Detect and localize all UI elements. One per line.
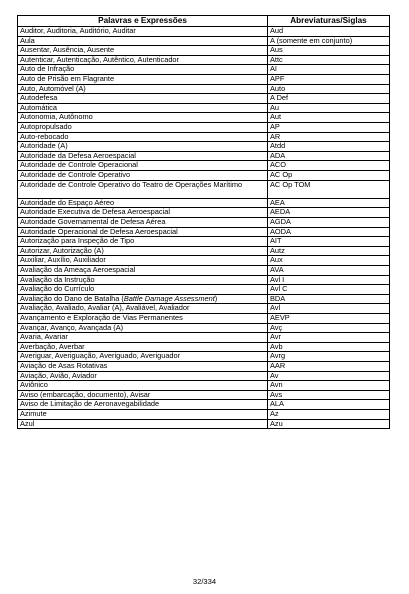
abbreviation-cell: A Def [268,94,390,104]
term-cell: Automática [18,103,268,113]
table-row [18,333,390,343]
term-cell: Averiguar, Averiguação, Averiguado, Averiguador [18,352,268,362]
abbreviation-cell: AAR [268,361,390,371]
table-row [18,275,390,285]
term-cell: Autoridade Executiva de Defesa Aeroespacial [18,208,268,218]
abbreviation-cell: Atdd [268,142,390,152]
table-row [18,180,390,198]
abbreviation-cell: AC Op [268,170,390,180]
abbreviation-cell: Aux [268,256,390,266]
abbreviation-cell: Avr [268,333,390,343]
term-cell: Autodefesa [18,94,268,104]
abbreviation-cell: ACO [268,161,390,171]
table-row [18,390,390,400]
abbreviation-cell: Avs [268,390,390,400]
term-cell: Auto-rebocado [18,132,268,142]
table-row [18,342,390,352]
term-cell: Aviso de Limitação de Aeronavegabilidade [18,400,268,410]
term-cell: Autonomia, Autônomo [18,113,268,123]
abbreviation-cell: Avrg [268,352,390,362]
table-row [18,103,390,113]
table-row [18,74,390,84]
term-cell: Autoridade de Controle Operativo [18,170,268,180]
abbreviation-cell: Avb [268,342,390,352]
abbreviation-cell: AVA [268,266,390,276]
abbreviation-cell: Avl C [268,285,390,295]
header-terms: Palavras e Expressões [18,16,268,27]
abbreviation-cell: AGDA [268,218,390,228]
term-cell: Azul [18,419,268,429]
term-cell: Auto de Prisão em Flagrante [18,74,268,84]
table-row [18,27,390,37]
table-row [18,170,390,180]
term-cell: Auditor, Auditoria, Auditório, Auditar [18,27,268,37]
table-row [18,94,390,104]
table-row [18,352,390,362]
abbreviation-cell: Avn [268,381,390,391]
term-cell: Avaria, Avariar [18,333,268,343]
abbreviations-table [17,15,390,429]
abbreviation-cell: Av [268,371,390,381]
term-cell: Autoridade Governamental de Defesa Aérea [18,218,268,228]
term-cell: Averbação, Averbar [18,342,268,352]
term-cell: Autoridade do Espaço Aéreo [18,198,268,208]
term-cell: Aula [18,36,268,46]
term-cell: Autoridade Operacional de Defesa Aeroespacial [18,227,268,237]
table-row [18,142,390,152]
table-row [18,227,390,237]
abbreviation-cell: AODA [268,227,390,237]
abbreviation-cell: AP [268,122,390,132]
table-row [18,151,390,161]
abbreviation-cell: Azu [268,419,390,429]
table-row [18,65,390,75]
table-row [18,246,390,256]
term-cell: Avaliação, Avaliado, Avaliar (A), Avaliável, Avaliador [18,304,268,314]
term-cell: Aviso (embarcação, documento), Avisar [18,390,268,400]
table-row [18,361,390,371]
abbreviation-cell: A (somente em conjunto) [268,36,390,46]
abbreviation-cell: AC Op TOM [268,180,390,198]
table-row [18,237,390,247]
abbreviation-cell: Aus [268,46,390,56]
term-cell [18,294,268,304]
term-cell: Avançar, Avanço, Avançada (A) [18,323,268,333]
table-row [18,256,390,266]
table-header-row [18,16,390,27]
abbreviation-cell: Autz [268,246,390,256]
term-cell: Autorizar, Autorização (A) [18,246,268,256]
term-italic-text: Battle Damage Assessment [123,294,215,303]
term-cell: Avançamento e Exploração de Vias Permanentes [18,314,268,324]
table-row [18,419,390,429]
abbreviation-cell: ALA [268,400,390,410]
abbreviation-cell: AEDA [268,208,390,218]
table-row [18,218,390,228]
table-row [18,285,390,295]
term-cell: Azimute [18,409,268,419]
term-cell: Aviônico [18,381,268,391]
term-cell: Autenticar, Autenticação, Autêntico, Autenticador [18,55,268,65]
term-cell: Autorização para Inspeção de Tipo [18,237,268,247]
term-cell: Avaliação da Ameaça Aeroespacial [18,266,268,276]
abbreviation-cell: Aut [268,113,390,123]
abbreviation-cell: Aud [268,27,390,37]
abbreviation-cell: Avl I [268,275,390,285]
table-row [18,381,390,391]
abbreviation-cell: Avl [268,304,390,314]
page-number: 32/334 [192,577,217,586]
term-cell: Auxiliar, Auxílio, Auxiliador [18,256,268,266]
table-row [18,409,390,419]
term-text-closing: ) [214,294,218,303]
term-cell: Autoridade de Controle Operacional [18,161,268,171]
abbreviation-cell: Au [268,103,390,113]
term-cell: Autoridade (A) [18,142,268,152]
term-cell: Avaliação da Instrução [18,275,268,285]
term-cell: Autoridade da Defesa Aeroespacial [18,151,268,161]
table-row [18,122,390,132]
term-text: Avaliação do Dano de Batalha ( [20,294,124,303]
term-cell: Ausentar, Ausência, Ausente [18,46,268,56]
term-cell: Avaliação do Currículo [18,285,268,295]
term-cell: Aviação de Asas Rotativas [18,361,268,371]
table-row [18,198,390,208]
term-cell: Autoridade de Controle Operativo do Teatro de Operações Marítimo [18,180,268,198]
table-row [18,323,390,333]
abbreviation-cell: Attc [268,55,390,65]
term-cell: Auto, Automóvel (A) [18,84,268,94]
abbreviation-cell: APF [268,74,390,84]
table-body [18,27,390,429]
abbreviation-cell: ADA [268,151,390,161]
table-row [18,36,390,46]
abbreviation-cell: AR [268,132,390,142]
table-row [18,294,390,304]
table-row [18,400,390,410]
table-row [18,304,390,314]
abbreviation-cell: BDA [268,294,390,304]
table-row [18,132,390,142]
abbreviation-cell: Avç [268,323,390,333]
abbreviation-cell: Auto [268,84,390,94]
table-row [18,371,390,381]
table-row [18,113,390,123]
table-row [18,208,390,218]
table-row [18,266,390,276]
table-row [18,46,390,56]
table-row [18,84,390,94]
abbreviation-cell: AEA [268,198,390,208]
term-cell: Autopropulsado [18,122,268,132]
term-cell: Aviação, Avião, Aviador [18,371,268,381]
term-cell: Auto de Infração [18,65,268,75]
abbreviation-cell: Az [268,409,390,419]
table-row [18,161,390,171]
table-row [18,55,390,65]
abbreviation-cell: AEVP [268,314,390,324]
abbreviation-cell: AIT [268,237,390,247]
table-row [18,314,390,324]
header-abbreviations: Abreviaturas/Siglas [268,16,390,27]
abbreviation-cell: AI [268,65,390,75]
